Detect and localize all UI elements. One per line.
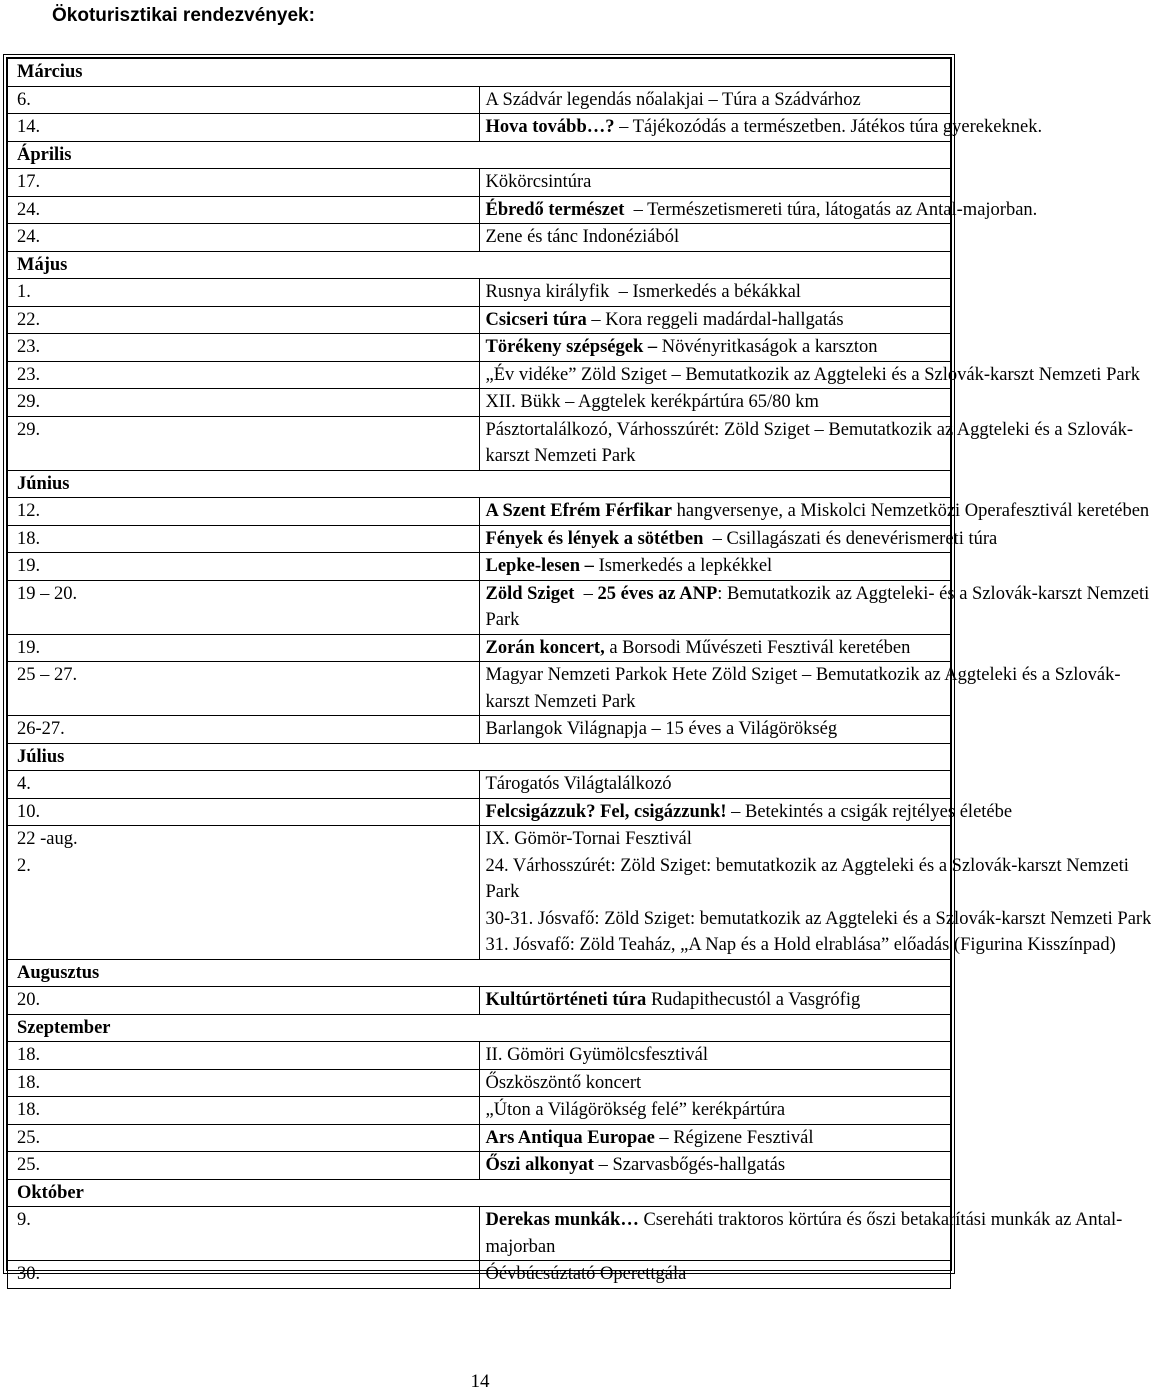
event-text: Kökörcsintúra [485,172,592,192]
event-date: 25 – 27. [8,662,480,716]
event-text: Ismerkedés a lepkékkel [593,556,773,576]
event-description-line [486,771,947,798]
event-text: Csereháti traktoros körtúra és őszi betakarítási munkák az Antal- [638,1210,1123,1230]
event-date: 26-27. [8,716,480,744]
event-title-bold: Zorán koncert, [485,637,605,658]
month-header-row [8,743,951,771]
event-description-line [485,853,1129,880]
event-row [8,224,951,252]
event-description-line [486,826,947,853]
event-description [479,525,998,553]
event-description-line [486,553,947,580]
event-description-line [486,279,947,306]
event-row [8,498,951,526]
event-description [479,716,951,744]
event-row [8,196,951,224]
event-description [479,1152,951,1180]
event-description [479,86,951,114]
event-date: 19. [8,553,480,581]
event-text: – Kora reggeli madárdal-hallgatás [586,309,844,330]
event-row [8,553,951,581]
event-title-bold: Derekas munkák… [485,1210,639,1230]
event-description-line [486,1234,947,1261]
event-description-line [486,1042,947,1069]
event-description [479,361,1140,389]
event-title-bold: Kultúrtörténeti túra [485,990,647,1010]
event-description-line [485,526,998,553]
event-description [479,334,951,362]
event-row [8,771,951,799]
event-date: 1. [8,279,480,307]
event-date: 18. [8,1069,480,1097]
event-row [8,86,951,114]
event-title-bold: Csicseri túra [485,309,587,330]
event-text: Rudapithecustól a Vasgrófig [646,990,861,1010]
event-description [479,987,951,1015]
event-date: 23. [8,334,480,362]
event-description [479,634,951,662]
event-date: 22. [8,306,480,334]
event-date: 24. [8,224,480,252]
event-description [479,553,951,581]
event-text: Zene és tánc Indonéziából [485,227,680,247]
event-text: 30-31. Jósvafő: Zöld Sziget: bemutatkozik az Aggteleki és a Szlovák-karszt Nemzeti Park [485,908,1151,929]
event-description-line [485,362,1140,389]
event-row [8,716,951,744]
event-description [479,798,1013,826]
page-number: 14 [470,1371,490,1392]
event-description [479,1207,1123,1261]
event-text: XII. Bükk – Aggtelek kerékpártúra 65/80 km [485,392,819,412]
page-title: Ökoturisztikai rendezvények: [52,5,315,26]
event-description [479,1124,951,1152]
event-title-bold: Zöld Sziget [485,583,575,604]
month-name: Július [8,743,951,771]
event-text: karszt Nemzeti Park [485,446,636,466]
event-description [479,169,951,197]
event-text: „Úton a Világörökség felé” kerékpártúra [485,1100,786,1120]
event-row [8,987,951,1015]
event-text: – Természetismereti túra, látogatás az Antal-majorban. [624,199,1038,220]
event-text: IX. Gömör-Tornai Fesztivál [485,829,692,849]
month-header-row [8,59,951,87]
event-description [479,196,1038,224]
event-row [8,1124,951,1152]
event-row [8,634,951,662]
event-description-line [485,498,1150,525]
event-text: Park [485,610,520,630]
event-date: 14. [8,114,480,142]
event-text: A Szádvár legendás nőalakjai – Túra a Szádvárhoz [485,89,861,110]
event-description-line [485,799,1013,826]
event-date: 18. [8,1042,480,1070]
event-description-line [485,1207,1123,1234]
event-date: 19 – 20. [8,580,480,634]
event-description [479,279,951,307]
event-text: – Betekintés a csigák rejtélyes életébe [726,801,1013,822]
event-row [8,114,951,142]
event-date: 25. [8,1152,480,1180]
event-row [8,662,951,716]
event-title-bold: Felcsigázzuk? Fel, csigázzunk! [485,801,727,822]
event-text: 24. Várhosszúrét: Zöld Sziget: bemutatkozik az Aggteleki és a Szlovák-karszt Nemzeti [485,855,1129,876]
event-text: – Régizene Fesztivál [654,1127,814,1148]
event-text: Tárogatós Világtalálkozó [485,774,672,794]
event-text: – Csillagászati és denevérismereti túra [703,528,998,549]
event-row [8,306,951,334]
event-date: 4. [8,771,480,799]
event-text: : Bemutatkozik az Aggteleki- és a Szlovák-karszt Nemzeti [717,583,1150,604]
event-row [8,169,951,197]
event-description [479,498,1150,526]
event-row [8,1097,951,1125]
month-name: Április [8,141,951,169]
event-description-line [485,932,1116,959]
event-description [479,1097,951,1125]
event-description-line [486,987,947,1014]
event-text: Őszköszöntő koncert [485,1072,642,1093]
event-row [8,1261,951,1289]
month-name: Június [8,470,951,498]
month-name: Augusztus [8,959,951,987]
event-row [8,389,951,417]
event-text: Óévbúcsúztató Operettgála [485,1264,687,1284]
event-description-line [486,87,947,114]
event-title-bold: Ars Antiqua Europae [485,1127,655,1148]
event-text: hangversenye, a Miskolci Nemzetközi Operafesztivál keretében [671,501,1150,521]
event-description-line [485,581,1150,608]
event-description-line [485,662,1121,689]
event-description [479,224,951,252]
event-description-line [485,417,1133,444]
event-date: 19. [8,634,480,662]
event-row [8,334,951,362]
event-date: 30. [8,1261,480,1289]
month-name: Március [8,59,951,87]
event-date: 23. [8,361,480,389]
event-row [8,416,951,470]
month-name: Május [8,251,951,279]
month-header-row [8,141,951,169]
event-description [479,1042,951,1070]
month-header-row [8,1179,951,1207]
event-description [479,826,1151,960]
event-title-bold: Lepke-lesen – [485,556,594,576]
event-description [479,580,1150,634]
event-description-line [486,1070,947,1097]
month-header-row [8,1014,951,1042]
event-date: 18. [8,525,480,553]
event-description-line [486,443,947,470]
event-description-line [486,389,947,416]
event-date: 29. [8,389,480,417]
event-text: Rusnya királyfik – Ismerkedés a békákkal [485,282,801,302]
event-description [479,416,1133,470]
event-description-line [486,1125,947,1152]
event-title-bold: Őszi alkonyat [485,1155,594,1175]
event-description-line [485,114,1043,141]
event-text: Magyar Nemzeti Parkok Hete Zöld Sziget – Bemutatkozik az Aggteleki és a Szlovák- [485,665,1121,685]
event-row [8,580,951,634]
event-text: karszt Nemzeti Park [485,691,636,712]
event-title-bold: 25 éves az ANP [597,583,718,604]
event-row [8,279,951,307]
event-description [479,114,1043,142]
event-description-line [486,1097,947,1124]
events-table [7,58,1151,1289]
event-description [479,662,1121,716]
event-text: Pásztortalálkozó, Várhosszúrét: Zöld Sziget – Bemutatkozik az Aggteleki és a Szlovák- [485,419,1133,440]
event-title-bold: Törékeny szépségek – [485,337,658,357]
event-row [8,525,951,553]
event-date: 12. [8,498,480,526]
event-row [8,826,951,960]
event-text: 31. Jósvafő: Zöld Teaház, „A Nap és a Hold elrablása” előadás (Figurina Kisszínpad) [485,935,1116,955]
event-title-bold: Fények és lények a sötétben [485,528,704,549]
event-description-line [486,635,947,662]
month-header-row [8,251,951,279]
event-description-line [486,689,947,716]
event-date: 9. [8,1207,480,1261]
event-text: Barlangok Világnapja – 15 éves a Világörökség [485,719,838,739]
event-date: 6. [8,86,480,114]
event-description-line [486,716,947,743]
event-date: 17. [8,169,480,197]
event-description-line [486,224,947,251]
event-description-line [486,607,947,634]
event-title-bold: Ébredő természet [485,199,625,220]
event-description-line [486,879,947,906]
month-name: Szeptember [8,1014,951,1042]
event-row [8,1069,951,1097]
event-text: Növényritkaságok a karszton [657,337,878,357]
event-description-line [486,307,947,334]
event-text: – Tájékozódás a természetben. Játékos túra gyerekeknek. [614,117,1043,137]
event-text: – [574,583,598,604]
event-row [8,1042,951,1070]
event-date: 29. [8,416,480,470]
event-description [479,771,951,799]
event-description [479,306,951,334]
event-description [479,389,951,417]
event-row [8,1152,951,1180]
event-text: majorban [485,1236,556,1257]
event-description [479,1261,951,1289]
event-description-line [486,1152,947,1179]
event-title-bold: Hova tovább…? [485,117,615,137]
event-description-line [485,906,1151,933]
event-row [8,361,951,389]
event-date: 10. [8,798,480,826]
event-date: 18. [8,1097,480,1125]
event-title-bold: A Szent Efrém Férfikar [485,501,672,521]
event-date: 20. [8,987,480,1015]
event-description-line [486,1261,947,1288]
month-name: Október [8,1179,951,1207]
event-text: II. Gömöri Gyümölcsfesztivál [485,1045,708,1065]
month-header-row [8,959,951,987]
event-date: 22 -aug. 2. [8,826,480,960]
event-row [8,1207,951,1261]
event-text: „Év vidéke” Zöld Sziget – Bemutatkozik az Aggteleki és a Szlovák-karszt Nemzeti Park [485,364,1140,385]
events-table-body [8,59,1151,1289]
event-text: Park [485,882,520,902]
month-header-row [8,470,951,498]
events-table-frame [3,54,1151,1284]
event-text: a Borsodi Művészeti Fesztivál keretében [604,637,911,658]
event-description-line [485,197,1038,224]
event-description-line [486,334,947,361]
event-description [479,1069,951,1097]
event-row [8,798,951,826]
event-description-line [486,169,947,196]
event-date: 24. [8,196,480,224]
event-date: 25. [8,1124,480,1152]
event-text: – Szarvasbőgés-hallgatás [593,1155,786,1175]
